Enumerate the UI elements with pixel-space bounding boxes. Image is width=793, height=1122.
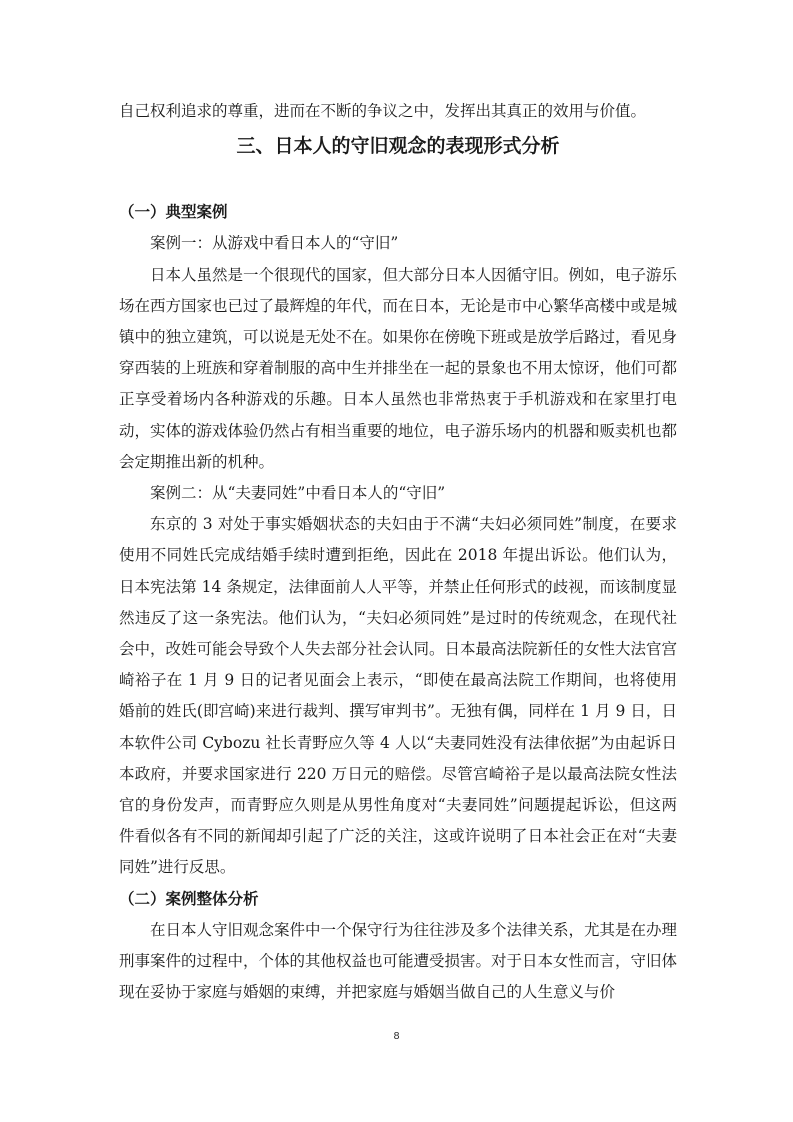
- subsection-heading-typical-cases: （一）典型案例: [119, 203, 228, 222]
- carryover-paragraph: 自己权利追求的尊重，进而在不断的争议之中，发挥出其真正的效用与价值。: [119, 102, 647, 120]
- case2-paragraph: 东京的 3 对处于事实婚姻状态的夫妇由于不满“夫妇必须同姓”制度，在要求使用不同姓氏完成结婚手续时遭到拒绝，因此在 2018 年提出诉讼。他们认为，日本宪法第 14 条规定，法律面前人人平等，并禁止任何形式的歧视，而该制度显然违反了这一条宪法。他们认为，“夫妇必须同姓”是过时的传统观念，在现代社会中，改姓可能会导致个人失去部分社会认同。日本最高法院新任的女性大法官宫崎裕子在 1 月 9 日的记者见面会上表示，“即使在最高法院工作期间，也将使用婚前的姓氏(即宫崎)来进行裁判、撰写审判书”。无独有偶，同样在 1 月 9 日，日本软件公司 Cybozu 社长青野应久等 4 人以“夫妻同姓没有法律依据”为由起诉日本政府，并要求国家进行 220 万日元的赔偿。尽管宫崎裕子是以最高法院女性法官的身份发声，而青野应久则是从男性角度对“夫妻同姓”问题提起诉讼，但这两件看似各有不同的新闻却引起了广泛的关注，这或许说明了日本社会正在对“夫妻同姓”进行反思。: [119, 515, 678, 877]
- case2-title: 案例二：从“夫妻同姓”中看日本人的“守旧”: [150, 484, 446, 503]
- case1-title: 案例一：从游戏中看日本人的“守旧”: [150, 234, 399, 253]
- document-body: [119, 96, 677, 1008]
- page-number: 8: [393, 1031, 400, 1042]
- subsection-heading-overall-analysis: （二）案例整体分析: [119, 889, 259, 908]
- section-title: 三、日本人的守旧观念的表现形式分析: [236, 135, 560, 158]
- case1-paragraph: 日本人虽然是一个很现代的国家，但大部分日本人因循守旧。例如，电子游乐场在西方国家也已过了最辉煌的年代，而在日本，无论是市中心繁华高楼中或是城镇中的独立建筑，可以说是无处不在。如果你在傍晚下班或是放学后路过，看见身穿西装的上班族和穿着制服的高中生并排坐在一起的景象也不用太惊讶，他们可都正享受着场内各种游戏的乐趣。日本人虽然也非常热衷于手机游戏和在家里打电动，实体的游戏体验仍然占有相当重要的地位，电子游乐场内的机器和贩卖机也都会定期推出新的机种。: [119, 265, 678, 471]
- analysis-paragraph: 在日本人守旧观念案件中一个保守行为往往涉及多个法律关系，尤其是在办理刑事案件的过程中，个体的其他权益也可能遭受损害。对于日本女性而言，守旧体现在妥协于家庭与婚姻的束缚，并把家庭与婚姻当做自己的人生意义与价: [119, 920, 678, 1002]
